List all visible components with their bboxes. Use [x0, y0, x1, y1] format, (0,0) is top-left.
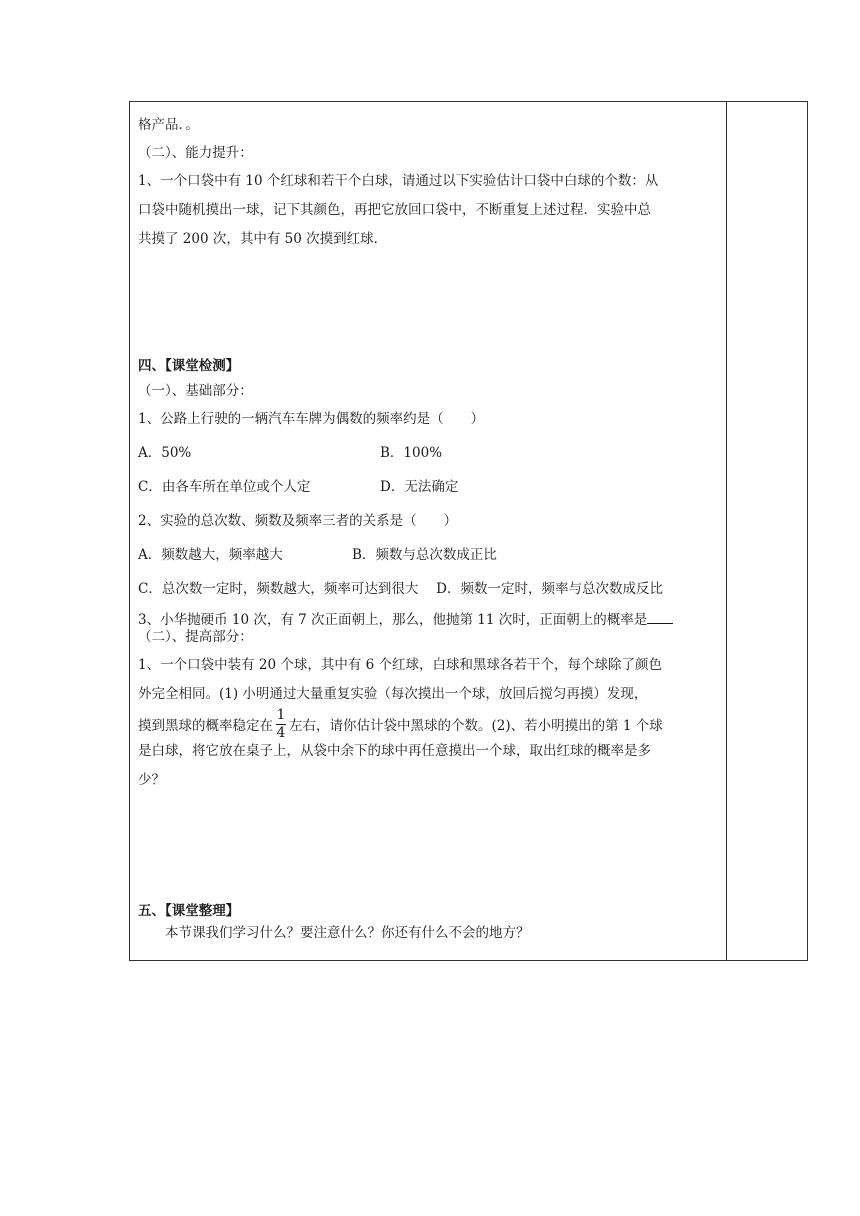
subsection-heading: （二）、能力提升： [138, 145, 253, 161]
question-text [138, 610, 673, 630]
question-text: 2、实验的总次数、频数及频率三者的关系是（ ） [138, 513, 458, 529]
options-cd: C．总次数一定时，频数越大，频率可达到很大 D．频数一定时，频率与总次数成反比 [138, 581, 663, 597]
question-3-text: 3、小华抛硬币 10 次，有 7 次正面朝上，那么，他抛第 11 次时，正面朝上的概率是 [138, 612, 648, 628]
problem-text: 1、一个口袋中装有 20 个球，其中有 6 个红球，白球和黑球各若干个，每个球除了颜色 [138, 657, 663, 673]
question-text: 1、公路上行驶的一辆汽车车牌为偶数的频率约是（ ） [138, 411, 485, 427]
fraction-numerator: 1 [276, 707, 286, 723]
subsection-heading: （二）、提高部分： [138, 629, 253, 645]
column-divider [726, 102, 727, 960]
section-heading: 四、【课堂检测】 [138, 358, 240, 374]
text-line: 本节课我们学习什么？要注意什么？你还有什么不会的地方？ [138, 925, 530, 941]
answer-blank [647, 610, 673, 624]
fraction-denominator: 4 [276, 725, 286, 741]
text-line: 1、一个口袋中有 10 个红球和若干个白球，请通过以下实验估计口袋中白球的个数：从 [138, 173, 659, 189]
text-line: 共摸了 200 次，其中有 50 次摸到红球． [138, 231, 388, 247]
option-c: C．由各车所在单位或个人定 [138, 479, 311, 495]
text-line: 口袋中随机摸出一球，记下其颜色，再把它放回口袋中，不断重复上述过程．实验中总 [138, 202, 651, 218]
option-a: A．频数越大，频率越大 [138, 547, 283, 563]
option-b: B．频数与总次数成正比 [352, 547, 497, 563]
problem-text: 外完全相同。(1) 小明通过大量重复实验（每次摸出一个球，放回后搅匀再摸）发现， [138, 686, 648, 702]
lesson-table [129, 101, 808, 961]
subsection-heading: （一）、基础部分： [138, 383, 253, 399]
fraction [276, 708, 286, 741]
problem-text [138, 707, 663, 743]
problem-text: 是白球，将它放在桌子上，从袋中余下的球中再任意摸出一个球，取出红球的概率是多 [138, 743, 651, 759]
section-heading: 五、【课堂整理】 [138, 903, 240, 919]
option-d: D．无法确定 [380, 479, 459, 495]
option-b: B．100% [380, 445, 443, 461]
problem-text-part: 左右，请你估计袋中黑球的个数。(2)、若小明摸出的第 1 个球 [289, 718, 663, 734]
problem-text-part: 摸到黑球的概率稳定在 [138, 718, 273, 734]
problem-text: 少？ [138, 772, 165, 788]
option-a: A．50% [138, 445, 192, 461]
text-line: 格产品．。 [138, 117, 199, 133]
